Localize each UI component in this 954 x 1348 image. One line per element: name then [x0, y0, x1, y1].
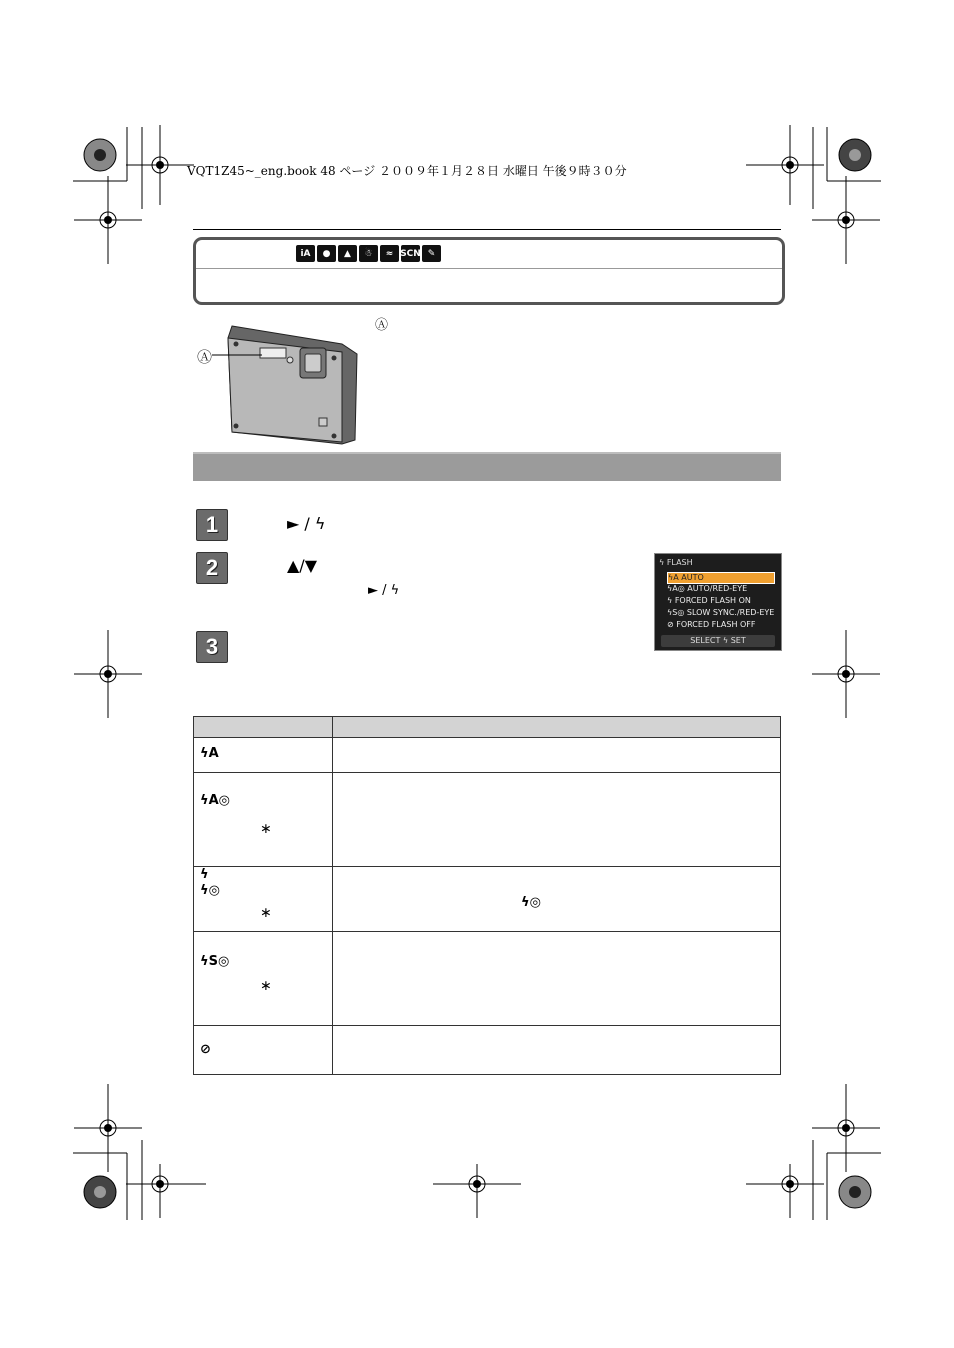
step-3-badge: 3 [196, 631, 228, 663]
asterisk: ∗ [260, 821, 272, 837]
table-row [194, 773, 781, 867]
asterisk: ∗ [260, 978, 272, 994]
camera-illustration [192, 318, 362, 446]
mode-box [193, 237, 785, 305]
header-rule [193, 229, 781, 230]
intelligent-auto-icon: iA [296, 245, 315, 262]
callout-marker: Ⓐ [375, 318, 389, 333]
camera-label: Ⓐ [197, 348, 213, 366]
table-desc-cell [333, 867, 781, 932]
flash-off-icon: ⊘ [200, 1042, 211, 1057]
table-desc-cell [333, 1026, 781, 1075]
table-header-cell [194, 717, 333, 738]
flash-option-slow-sync[interactable]: ϟS◎ SLOW SYNC./RED-EYE [667, 608, 775, 617]
table-desc-cell [333, 932, 781, 1026]
table-symbol-cell [194, 867, 333, 932]
table-symbol-cell [194, 932, 333, 1026]
table-symbol-cell [194, 738, 333, 773]
table-row [194, 738, 781, 773]
sports-icon: ▲ [338, 245, 357, 262]
flash-menu-screen [654, 553, 782, 651]
step-1-badge: 1 [196, 509, 228, 541]
flash-auto-red-eye-icon: ϟA◎ [200, 793, 230, 808]
flash-option-auto[interactable]: ϟA AUTO [667, 572, 775, 584]
flash-slow-sync-icon: ϟS◎ [200, 954, 230, 969]
table-row [194, 932, 781, 1026]
step-2-badge: 2 [196, 552, 228, 584]
step-2-sub-symbols: ► / ϟ [368, 583, 400, 598]
flash-forced-on-red-eye-icon: ϟ◎ [200, 883, 220, 898]
flash-menu-title: ϟ FLASH [659, 558, 693, 567]
snow-icon: ☃ [359, 245, 378, 262]
inline-red-eye-icon: ϟ◎ [521, 895, 541, 910]
table-header-row [194, 717, 781, 738]
step-1-symbols: ► / ϟ [287, 514, 326, 533]
table-header-cell [333, 717, 781, 738]
flash-auto-icon: ϟA [200, 746, 219, 761]
mode-box-divider [196, 268, 782, 269]
table-symbol-cell [194, 1026, 333, 1075]
table-desc-cell [333, 773, 781, 867]
flash-option-forced-off[interactable]: ⊘ FORCED FLASH OFF [667, 620, 756, 629]
flash-option-auto-red-eye[interactable]: ϟA◎ AUTO/RED-EYE [667, 584, 748, 593]
table-row [194, 867, 781, 932]
header-running-text: VQT1Z45~_eng.book 48 ページ ２００９年１月２８日 水曜日 午後９時３０分 [187, 164, 627, 178]
flash-forced-on-icon: ϟ [200, 867, 209, 882]
flash-settings-table [193, 716, 781, 1075]
flash-option-forced-on[interactable]: ϟ FORCED FLASH ON [667, 596, 751, 605]
mode-icons [296, 245, 441, 262]
table-symbol-cell [194, 773, 333, 867]
flash-menu-footer: SELECT ϟ SET [661, 635, 775, 647]
normal-picture-icon: ● [317, 245, 336, 262]
step-2-symbols: ▲/▼ [287, 556, 317, 575]
scene-icon: SCN [401, 245, 420, 262]
clipboard-icon: ✎ [422, 245, 441, 262]
beach-icon: ≈ [380, 245, 399, 262]
table-desc-cell [333, 738, 781, 773]
section-bar [193, 452, 781, 481]
asterisk: ∗ [260, 905, 272, 921]
table-row [194, 1026, 781, 1075]
